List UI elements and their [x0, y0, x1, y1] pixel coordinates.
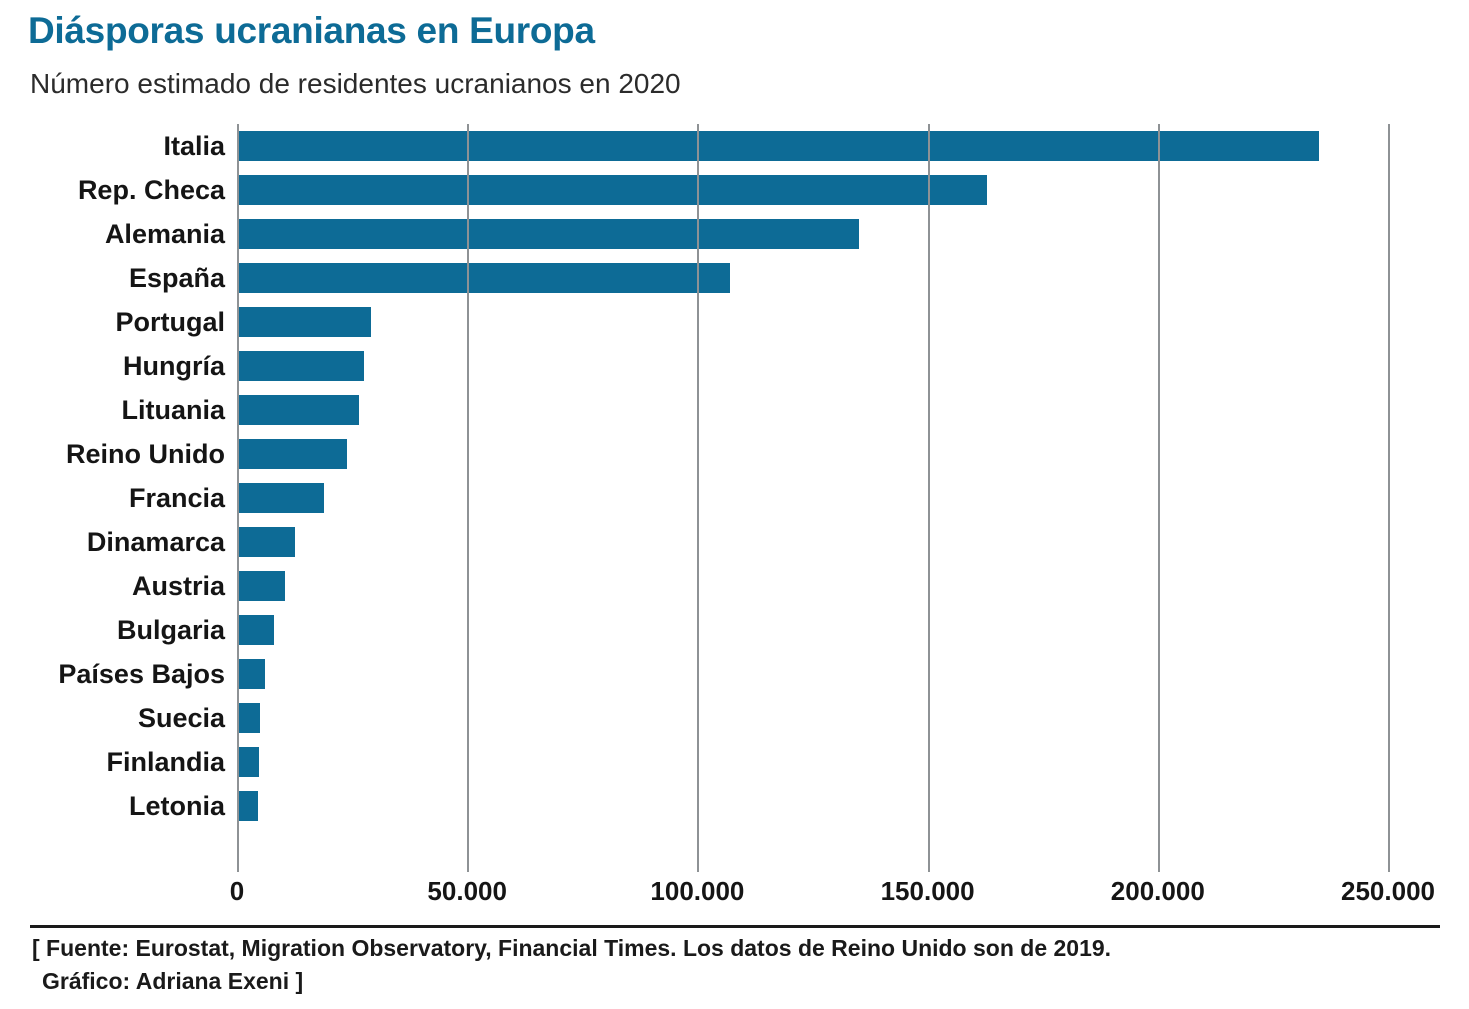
- bar-chart: [30, 124, 1440, 906]
- category-label: Países Bajos: [58, 658, 225, 689]
- bar-series: [237, 124, 1388, 872]
- bar[interactable]: [237, 659, 265, 689]
- page-title: Diásporas ucranianas en Europa: [28, 10, 595, 51]
- category-label: Austria: [131, 570, 225, 601]
- value-axis-ticks: [229, 876, 1435, 916]
- bar[interactable]: [237, 747, 259, 777]
- x-tick-label: 150.000: [880, 876, 975, 906]
- bar[interactable]: [237, 703, 260, 733]
- bar[interactable]: [237, 219, 859, 249]
- x-tick-label: 200.000: [1110, 876, 1205, 906]
- category-label: Francia: [128, 482, 225, 513]
- x-tick-label: 100.000: [650, 876, 745, 906]
- plot-area: [237, 124, 1388, 872]
- footer-divider: [30, 925, 1440, 928]
- bar-row: [237, 124, 1388, 168]
- bar[interactable]: [237, 175, 987, 205]
- source-line-1: [ Fuente: Eurostat, Migration Observatory, Financial Times. Los datos de Reino Unido son de 2019.: [32, 935, 1112, 961]
- x-tick-label: 0: [229, 876, 245, 906]
- bar[interactable]: [237, 791, 258, 821]
- bar[interactable]: [237, 263, 730, 293]
- bar-row: [237, 168, 1388, 212]
- category-axis-labels: [30, 124, 237, 872]
- bar-row: [237, 212, 1388, 256]
- category-label: Rep. Checa: [77, 174, 225, 205]
- bar-row: [237, 520, 1388, 564]
- bar[interactable]: [237, 483, 324, 513]
- gridline-200000: [1158, 124, 1160, 872]
- bar-row: [237, 344, 1388, 388]
- page-subtitle: Número estimado de residentes ucranianos en 2020: [30, 68, 681, 99]
- bar-row: [237, 432, 1388, 476]
- bar-row: [237, 564, 1388, 608]
- bar[interactable]: [237, 571, 285, 601]
- bar-row: [237, 256, 1388, 300]
- category-label: Dinamarca: [86, 526, 225, 557]
- category-label: España: [128, 262, 225, 293]
- bar-row: [237, 608, 1388, 652]
- x-tick-label: 250.000: [1341, 876, 1435, 906]
- gridline-100000: [697, 124, 699, 872]
- bar[interactable]: [237, 395, 359, 425]
- gridline-50000: [467, 124, 469, 872]
- category-label: Italia: [163, 130, 225, 161]
- bar-row: [237, 476, 1388, 520]
- bar-row: [237, 740, 1388, 784]
- category-label: Suecia: [137, 702, 225, 733]
- bar-row: [237, 300, 1388, 344]
- category-label: Portugal: [115, 306, 225, 337]
- gridline-0: [237, 124, 239, 872]
- category-label: Hungría: [122, 350, 225, 381]
- bar[interactable]: [237, 527, 295, 557]
- category-label: Bulgaria: [116, 614, 225, 645]
- category-label: Lituania: [121, 394, 225, 425]
- bar-row: [237, 696, 1388, 740]
- category-label: Finlandia: [106, 746, 225, 777]
- bar[interactable]: [237, 615, 274, 645]
- bar-row: [237, 784, 1388, 828]
- bar[interactable]: [237, 131, 1319, 161]
- bar[interactable]: [237, 439, 347, 469]
- source-line-2: Gráfico: Adriana Exeni ]: [42, 968, 304, 995]
- bar[interactable]: [237, 351, 364, 381]
- gridline-150000: [928, 124, 930, 872]
- bar[interactable]: [237, 307, 371, 337]
- bar-row: [237, 652, 1388, 696]
- category-label: Letonia: [128, 790, 225, 821]
- source-note: [32, 932, 1432, 999]
- category-label: Reino Unido: [66, 438, 225, 469]
- x-tick-label: 50.000: [427, 876, 507, 906]
- gridline-250000: [1388, 124, 1390, 872]
- bar-row: [237, 388, 1388, 432]
- category-label: Alemania: [104, 218, 225, 249]
